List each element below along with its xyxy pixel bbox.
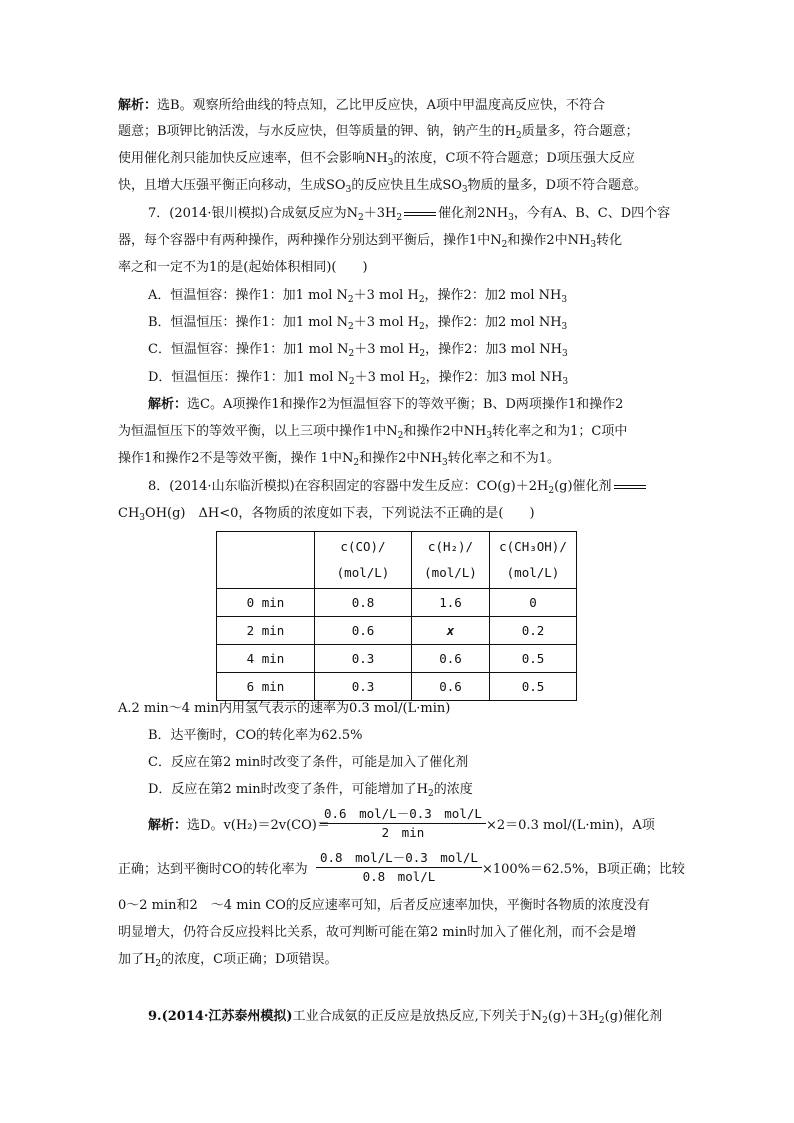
option-8d: D．反应在第2 min时改变了条件，可能增加了$H_2$的浓度 [148, 782, 473, 799]
reaction-condition: 催化剂 [572, 479, 612, 494]
reaction-condition: 催化剂 [438, 206, 478, 221]
option-7d: D．恒温恒压：操作1：加1 mol $N_2+3$ mol $H_2$，操作2：加3 mol $NH_3$ [148, 370, 569, 387]
equilibrium-arrow [404, 212, 436, 216]
table-cell: 0.3 [315, 673, 412, 701]
fraction-conversion: 0.8 mol/L－0.3 mol/L 0.8 mol/L [316, 849, 482, 886]
table-cell: 0.5 [490, 673, 577, 701]
table-header-cell: c(CH₃OH)/ (mol/L) [490, 532, 577, 589]
analysis-8-line2: 正确；达到平衡时CO的转化率为 [118, 862, 308, 877]
analysis-7-line2: 为恒温恒压下的等效平衡，以上三项中操作1中$N_2$和操作2中$NH_3$转化率之和为1；C项中 [118, 424, 628, 441]
table-cell: x [412, 617, 490, 645]
option-8b: B．达平衡时，CO的转化率为62.5% [148, 728, 363, 743]
table-header-cell: c(H₂)/ (mol/L) [412, 532, 490, 589]
question-7-stem-2: 器，每个容器中有两种操作，两种操作分别达到平衡后，操作1中$N_2$和操作2中$NH_3$转化 [118, 233, 623, 250]
analysis-6-line4: 快，且增大压强平衡正向移动，生成$SO_3$的反应快且生成$SO_3$物质的量多，D项不符合题意。 [118, 178, 648, 195]
analysis-8-line4: 明显增大，仍符合反应投料比关系，故可判断可能在第2 min时加入了催化剂，而不会是增 [118, 925, 637, 940]
table-cell: 0.3 [315, 645, 412, 673]
table-cell: 2 min [217, 617, 315, 645]
table-row [217, 589, 577, 617]
table-cell: 0.6 [412, 645, 490, 673]
analysis-6-line2: 题意；B项钾比钠活泼，与水反应快，但等质量的钾、钠，钠产生的$H_2$质量多，符合题意； [118, 124, 639, 141]
table-cell: 0 [490, 589, 577, 617]
reaction-condition: 催化剂 [623, 1009, 663, 1024]
table-cell: 0.6 [412, 673, 490, 701]
question-9-stem: 9.(2014·江苏泰州模拟)工业合成氨的正反应是放热反应,下列关于$N_2(g)+3H_2(g)$催化剂 [148, 1009, 663, 1026]
table-cell: 1.6 [412, 589, 490, 617]
table-cell: 0.6 [315, 617, 412, 645]
analysis-label: 解析： [148, 818, 188, 833]
question-7-stem: 7．(2014·银川模拟)合成氨反应为$N_2+3H_2$ 催化剂$2NH_3$，今有A、B、C、D四个容 [148, 206, 671, 223]
table-cell: 6 min [217, 673, 315, 701]
option-7a: A．恒温恒容：操作1：加1 mol $N_2+3$ mol $H_2$，操作2：加2 mol $NH_3$ [148, 288, 568, 305]
table-cell: 0.5 [490, 645, 577, 673]
concentration-table [216, 531, 577, 701]
fraction-rate: 0.6 mol/L－0.3 mol/L 2 min [320, 805, 486, 842]
analysis-label: 解析： [118, 98, 158, 113]
equilibrium-arrow [614, 485, 646, 489]
analysis-8-line2-tail: ×100%＝62.5%，B项正确；比较 [482, 862, 685, 877]
table-cell: 0 min [217, 589, 315, 617]
analysis-8-line1: 解析：选D。v(H₂)＝2v(CO)＝ [148, 818, 330, 833]
analysis-6-line1: 解析：选B。观察所给曲线的特点知，乙比甲反应快，A项中甲温度高反应快，不符合 [118, 98, 605, 113]
table-row [217, 673, 577, 701]
table-row [217, 617, 577, 645]
table-header-row [217, 532, 577, 589]
analysis-7-line3: 操作1和操作2不是等效平衡，操作 1中$N_2$和操作2中$NH_3$转化率之和不为1。 [118, 451, 561, 468]
analysis-label: 解析： [148, 397, 188, 412]
analysis-8-line1-tail: ×2＝0.3 mol/(L·min)，A项 [486, 818, 655, 833]
analysis-6-line3: 使用催化剂只能加快反应速率，但不会影响$NH_3$的浓度，C项不符合题意；D项压强大反应 [118, 151, 635, 168]
table-header-cell [217, 532, 315, 589]
table-row [217, 645, 577, 673]
option-7b: B．恒温恒压：操作1：加1 mol $N_2+3$ mol $H_2$，操作2：加2 mol $NH_3$ [148, 315, 568, 332]
question-8-stem: 8．(2014·山东临沂模拟)在容积固定的容器中发生反应：$CO(g)+2H_2(g)$催化剂 [148, 478, 648, 496]
option-8c: C．反应在第2 min时改变了条件，可能是加入了催化剂 [148, 755, 469, 770]
table-cell: 0.8 [315, 589, 412, 617]
table-cell: 0.2 [490, 617, 577, 645]
analysis-8-line3: 0～2 min和2 ～4 min CO的反应速率可知，后者反应速率加快，平衡时各物质的浓度没有 [118, 898, 650, 913]
option-7c: C．恒温恒容：操作1：加1 mol $N_2+3$ mol $H_2$，操作2：加3 mol $NH_3$ [148, 342, 568, 359]
table-header-cell: c(CO)/ (mol/L) [315, 532, 412, 589]
option-8a: A.2 min～4 min内用氢气表示的速率为0.3 mol/(L·min) [118, 701, 451, 716]
table-cell: 4 min [217, 645, 315, 673]
analysis-8-line5: 加了$H_2$的浓度，C项正确；D项错误。 [118, 952, 338, 969]
question-8-stem-2: $CH_3OH(g)$ ΔH<0，各物质的浓度如下表，下列说法不正确的是( ) [118, 506, 535, 523]
question-7-stem-3: 率之和一定不为1的是(起始体积相同)( ) [118, 260, 368, 275]
analysis-7-line1: 解析：选C。A项操作1和操作2为恒温恒容下的等效平衡；B、D两项操作1和操作2 [148, 397, 624, 412]
